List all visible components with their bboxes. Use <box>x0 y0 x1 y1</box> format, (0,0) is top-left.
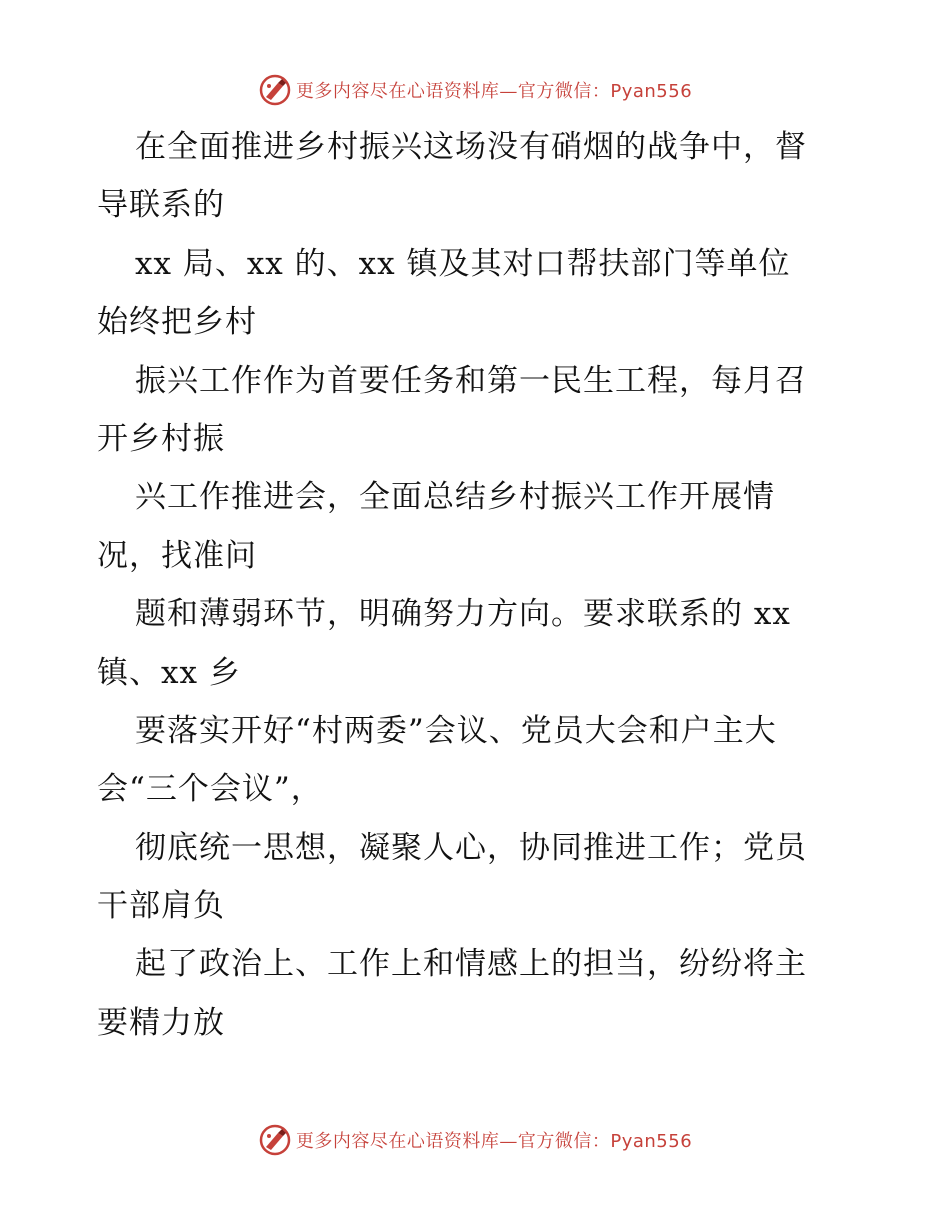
body-text-line: 镇、xx 乡 <box>97 654 241 691</box>
body-text-line: 况，找准问 <box>97 537 257 574</box>
body-text-line: 要精力放 <box>97 1004 225 1041</box>
watermark-dash: — <box>499 81 518 102</box>
pen-nib-seal-icon <box>258 1123 292 1157</box>
body-text-line: 会“三个会议”， <box>97 771 323 808</box>
watermark-dash: — <box>499 1131 518 1152</box>
document-body <box>97 118 857 1052</box>
body-text-line: 导联系的 <box>97 187 225 224</box>
header-watermark <box>0 70 950 110</box>
body-text-line: 起了政治上、工作上和情感上的担当，纷纷将主 <box>135 946 807 983</box>
body-text-line: 题和薄弱环节，明确努力方向。要求联系的 xx <box>135 596 791 633</box>
watermark-text: 更多内容尽在心语资料库 <box>295 1131 500 1152</box>
body-text-line: 开乡村振 <box>97 420 225 457</box>
pen-nib-seal-icon <box>258 73 292 107</box>
body-text-line: 振兴工作作为首要任务和第一民生工程，每月召 <box>135 362 807 399</box>
body-text-line: xx 局、xx 的、xx 镇及其对口帮扶部门等单位 <box>135 245 791 282</box>
body-text-line: 兴工作推进会，全面总结乡村振兴工作开展情 <box>135 479 775 516</box>
watermark-wechat: 官方微信：Pyan556 <box>517 81 693 102</box>
body-text-line: 在全面推进乡村振兴这场没有硝烟的战争中，督 <box>135 129 807 165</box>
body-text-line: 要落实开好“村两委”会议、党员大会和户主大 <box>135 712 777 749</box>
footer-watermark <box>0 1120 950 1160</box>
body-text-line: 彻底统一思想，凝聚人心，协同推进工作；党员 <box>135 829 807 866</box>
watermark-text: 更多内容尽在心语资料库 <box>295 81 500 102</box>
watermark-wechat: 官方微信：Pyan556 <box>517 1131 693 1152</box>
body-text-line: 始终把乡村 <box>97 304 257 341</box>
body-text-line: 干部肩负 <box>97 888 225 925</box>
